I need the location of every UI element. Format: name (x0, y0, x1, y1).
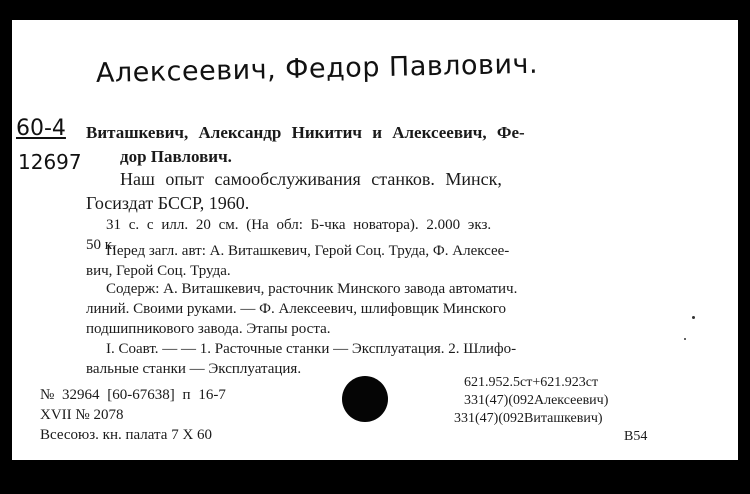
contents-line-3: подшипникового завода. Этапы роста. (86, 321, 331, 337)
title-line-1: Наш опыт самообслуживания станков. Минск, (120, 169, 502, 189)
publisher-chamber: Всесоюз. кн. палата 7 X 60 (40, 427, 213, 443)
shelfmark-top: 60-4 (16, 116, 66, 141)
record-series: XVII № 2078 (40, 407, 124, 423)
contents-line-1: Содерж: А. Виташкевич, расточник Минского завода автоматич. (106, 281, 518, 297)
note-line-1: Перед загл. авт: А. Виташкевич, Герой Соц. Труда, Ф. Алексее- (106, 243, 510, 259)
contents-line-2: линий. Своими руками. — Ф. Алексеевич, шлифовщик Минского (86, 301, 507, 317)
scan-speck (692, 316, 695, 319)
classification-4: В54 (624, 429, 648, 444)
collation-line-1: 31 с. с илл. 20 см. (На обл: Б-чка новатора). 2.000 экз. (106, 217, 492, 233)
classification-1: 621.952.5ст+621.923ст (464, 375, 599, 390)
classification-2: 331(47)(092Алексеевич) (464, 393, 609, 408)
collation-line-2: 50 к. (86, 237, 116, 253)
authors-line-2: дор Павлович. (120, 147, 232, 166)
note-line-2: вич, Герой Соц. Труда. (86, 263, 231, 279)
shelfmark-bottom: 12697 (18, 150, 82, 174)
title-line-2: Госиздат БССР, 1960. (86, 193, 250, 213)
scan-speck (684, 338, 686, 340)
record-number: № 32964 [60-67638] п 16-7 (40, 387, 226, 403)
authors-line-1: Виташкевич, Александр Никитич и Алексеевич, Фе- (86, 123, 525, 142)
punch-hole (342, 376, 388, 422)
tracing-line-1: I. Соавт. — — 1. Расточные станки — Эксплуатация. 2. Шлифо- (106, 341, 517, 357)
handwritten-heading: Алексеевич, Федор Павлович. (95, 48, 539, 89)
classification-3: 331(47)(092Виташкевич) (454, 411, 603, 426)
catalog-card (12, 20, 738, 460)
tracing-line-2: вальные станки — Эксплуатация. (86, 361, 302, 377)
